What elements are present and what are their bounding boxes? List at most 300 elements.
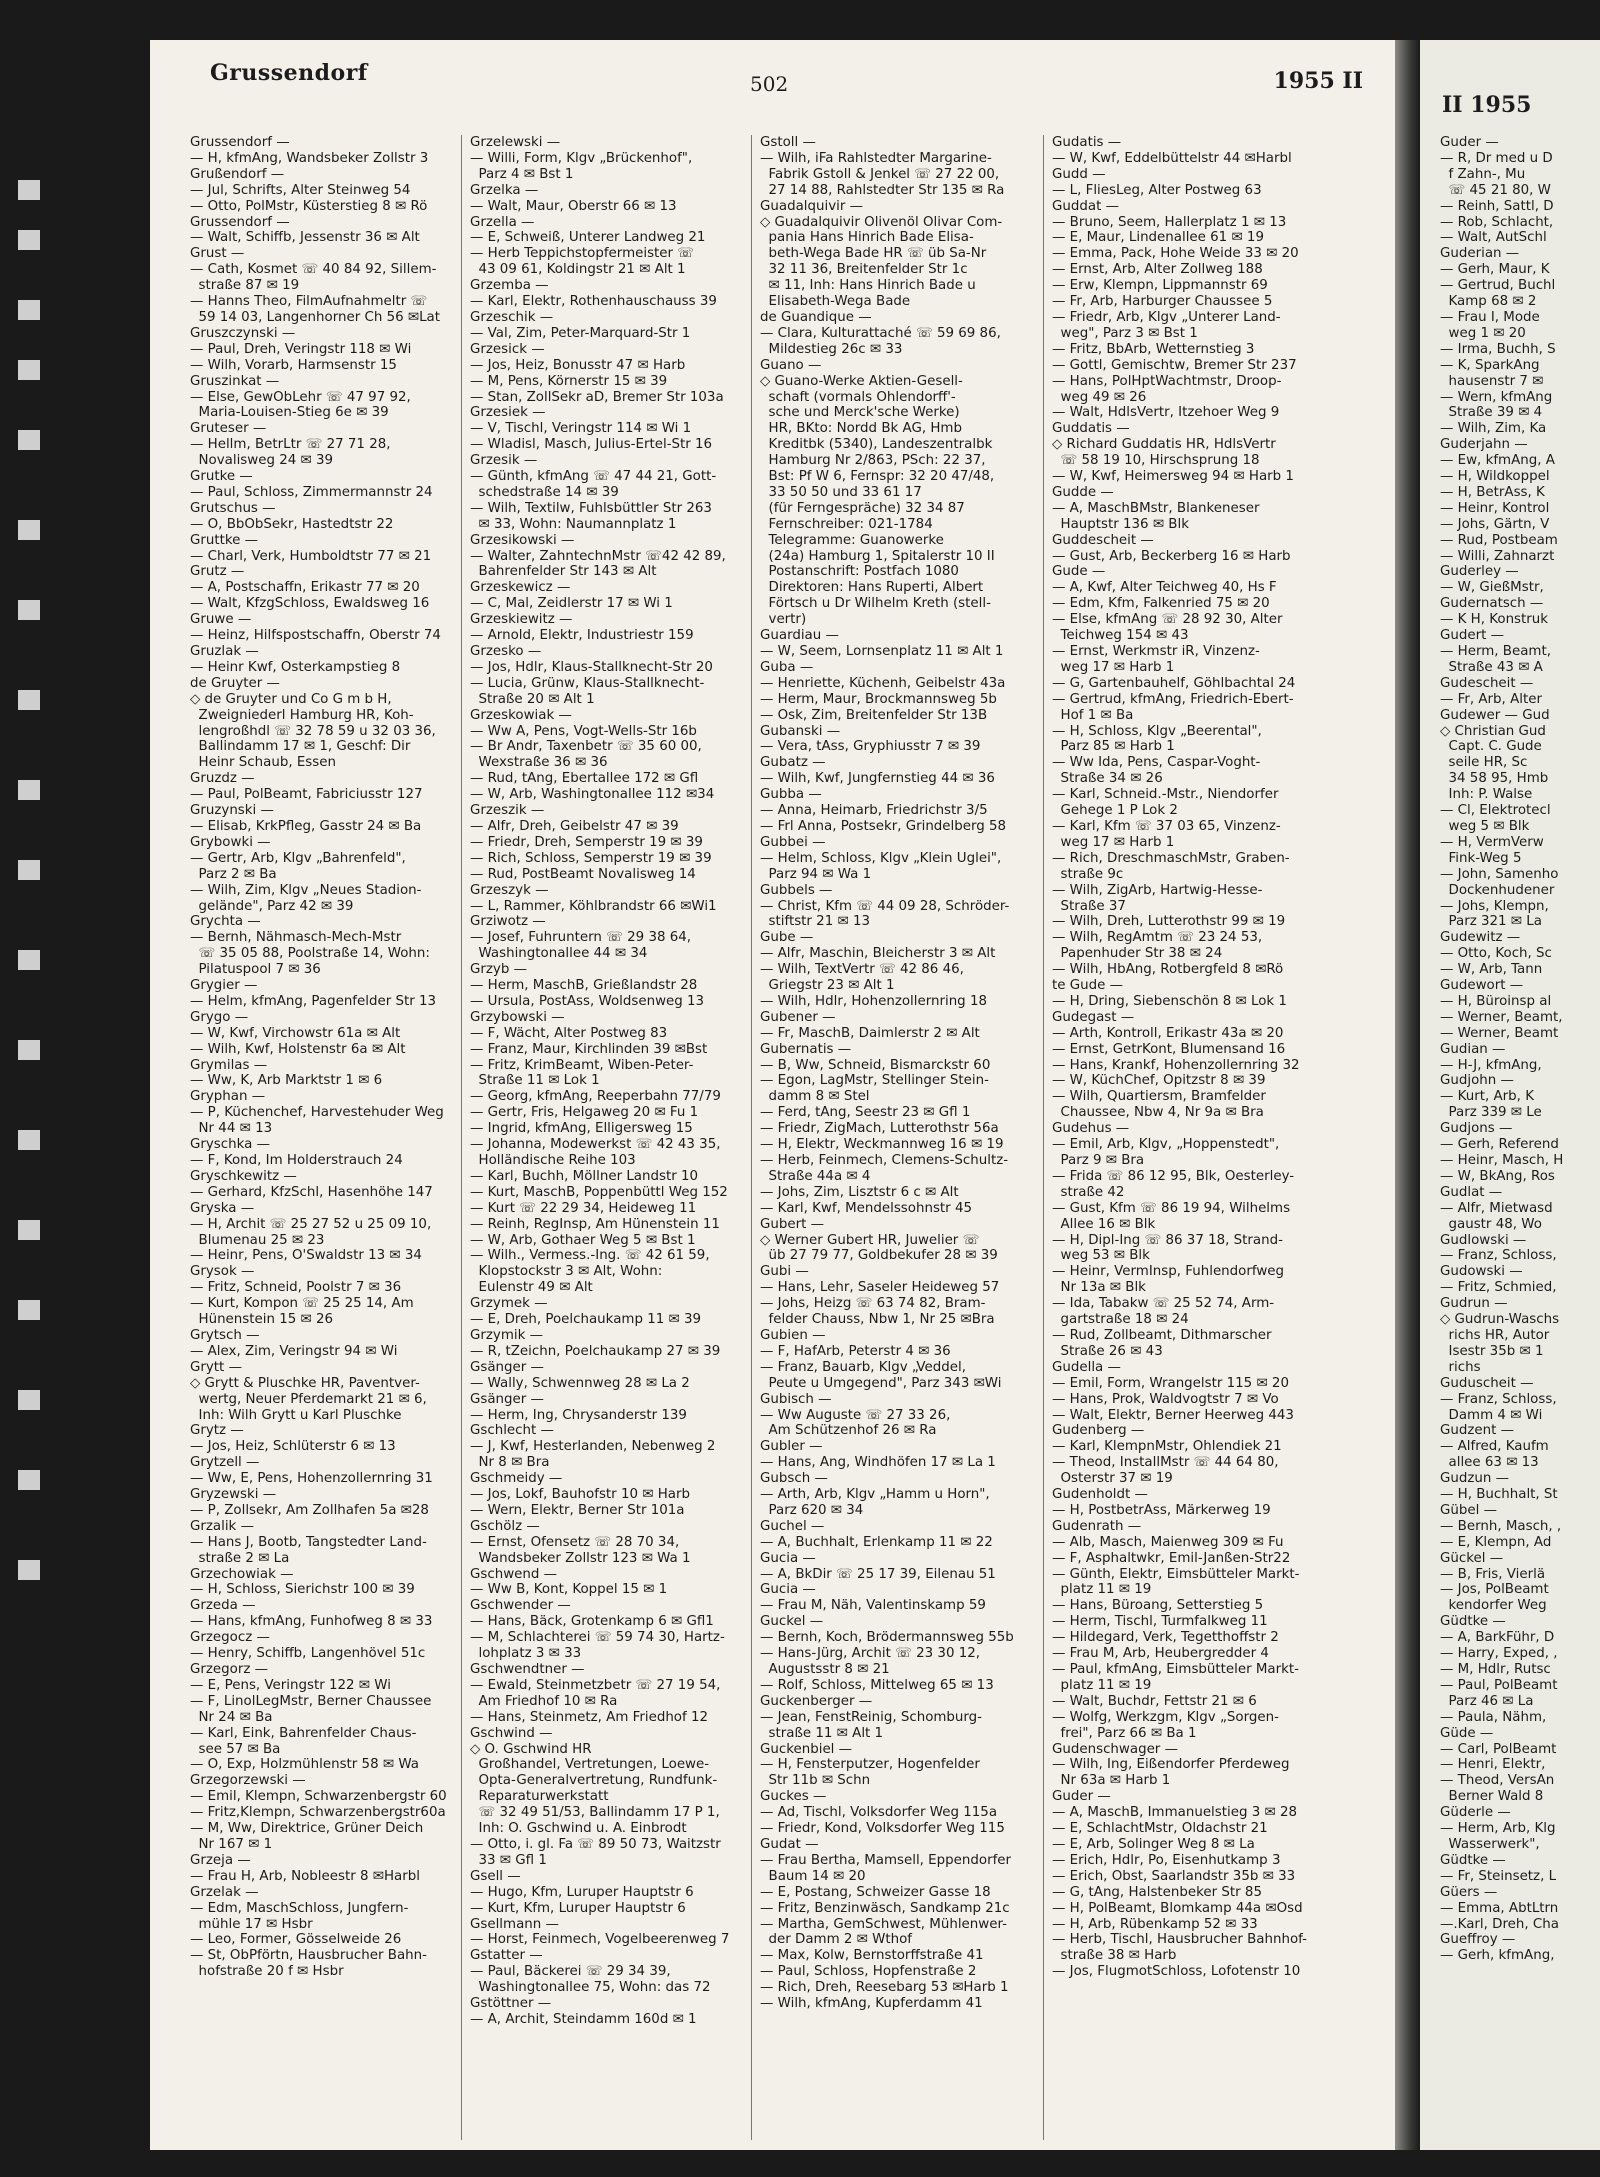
directory-line: Grussendorf — bbox=[190, 135, 290, 150]
directory-line: — H-J, kfmAng, bbox=[1440, 1057, 1542, 1073]
directory-line: Telegramme: Guanowerke bbox=[760, 532, 944, 548]
scan-margin bbox=[0, 0, 150, 2177]
directory-line: —.Karl, Dreh, Cha bbox=[1440, 1916, 1559, 1932]
directory-line: Gubisch — bbox=[760, 1391, 832, 1407]
directory-line: stiftstr 21 ✉ 13 bbox=[760, 914, 870, 930]
directory-line: — Hanns Theo, FilmAufnahmeltr ☏ bbox=[190, 294, 428, 310]
directory-line: — Fr, Steinsetz, L bbox=[1440, 1868, 1557, 1884]
directory-line: Gstatter — bbox=[470, 1948, 543, 1964]
directory-line: — Alfr, Maschin, Bleicherstr 3 ✉ Alt bbox=[760, 946, 996, 962]
directory-line: — Herb, Feinmech, Clemens-Schultz- bbox=[760, 1153, 1009, 1168]
directory-line: — Bernh, Masch, , bbox=[1440, 1518, 1562, 1534]
directory-line: — Friedr, ZigMach, Lutterothstr 56a bbox=[760, 1121, 999, 1137]
directory-line: — Paula, Nähm, bbox=[1440, 1709, 1547, 1725]
directory-line: — Günth, kfmAng ☏ 47 44 21, Gott- bbox=[470, 469, 717, 485]
directory-line: — Osk, Zim, Breitenfelder Str 13B bbox=[760, 707, 988, 723]
directory-line: — Frl Anna, Postsekr, Grindelberg 58 bbox=[760, 818, 1007, 834]
directory-line: Wasserwerk", bbox=[1440, 1836, 1540, 1852]
directory-line: Capt. C. Gude bbox=[1440, 739, 1542, 755]
directory-line: — Fr, Arb, Alter bbox=[1440, 691, 1542, 707]
directory-line: Chaussee, Nbw 4, Nr 9a ✉ Bra bbox=[1052, 1105, 1264, 1121]
directory-line: — Kurt, Kfm, Luruper Hauptstr 6 bbox=[470, 1900, 686, 1916]
directory-line: Parz 4 ✉ Bst 1 bbox=[470, 166, 574, 182]
directory-line: Gübel — bbox=[1440, 1502, 1497, 1518]
directory-line: Grzechowiak — bbox=[190, 1566, 294, 1582]
directory-line: Nr 167 ✉ 1 bbox=[190, 1836, 273, 1852]
directory-line: — Karl, Kfm ☏ 37 03 65, Vinzenz- bbox=[1052, 818, 1281, 834]
directory-line: — W, Kwf, Heimersweg 94 ✉ Harb 1 bbox=[1052, 469, 1294, 485]
directory-line: (für Ferngespräche) 32 34 87 bbox=[760, 500, 965, 516]
directory-line: hausenstr 7 ✉ bbox=[1440, 373, 1544, 389]
directory-line: — Johs, Klempn, bbox=[1440, 898, 1549, 914]
directory-line: — Willi, Zahnarzt bbox=[1440, 548, 1555, 564]
directory-line: Grzalik — bbox=[190, 1518, 254, 1534]
directory-line: weg 17 ✉ Harb 1 bbox=[1052, 659, 1175, 675]
directory-line: — Heinz, Hilfspostschaffn, Oberstr 74 bbox=[190, 628, 441, 644]
directory-line: — Ww Auguste ☏ 27 33 26, bbox=[760, 1407, 951, 1423]
directory-line: — Erich, Obst, Saarlandstr 35b ✉ 33 bbox=[1052, 1868, 1296, 1884]
directory-line: — Ww B, Kont, Koppel 15 ✉ 1 bbox=[470, 1582, 668, 1598]
directory-line: Gsänger — bbox=[470, 1359, 544, 1375]
directory-line: Blumenau 25 ✉ 23 bbox=[190, 1232, 325, 1248]
directory-line: — Arth, Kontroll, Erikastr 43a ✉ 20 bbox=[1052, 1025, 1284, 1041]
directory-line: — Heinr, Pens, O'Swaldstr 13 ✉ 34 bbox=[190, 1248, 422, 1264]
directory-line: — Jos, Lokf, Bauhofstr 10 ✉ Harb bbox=[470, 1487, 690, 1503]
directory-line: Augustsstr 8 ✉ 21 bbox=[760, 1662, 890, 1677]
directory-line: — Herm, Beamt, bbox=[1440, 644, 1551, 659]
directory-line: — Otto, Koch, Sc bbox=[1440, 946, 1552, 962]
directory-line: — Frau Bertha, Mamsell, Eppendorfer bbox=[760, 1852, 1012, 1868]
directory-line: — Rud, tAng, Ebertallee 172 ✉ Gfl bbox=[470, 771, 699, 787]
directory-line: allee 63 ✉ 13 bbox=[1440, 1455, 1539, 1471]
directory-line: — Wilh, Quartiersm, Bramfelder bbox=[1052, 1089, 1266, 1105]
column-3 bbox=[760, 135, 1025, 2140]
directory-line: — Fritz, KrimBeamt, Wiben-Peter- bbox=[470, 1057, 694, 1073]
directory-line: — Ewald, Steinmetzbetr ☏ 27 19 54, bbox=[470, 1677, 721, 1693]
directory-line: straße 38 ✉ Harb bbox=[1052, 1948, 1177, 1964]
directory-line: — Henri, Elektr, bbox=[1440, 1757, 1546, 1773]
directory-line: — Rolf, Schloss, Mittelweg 65 ✉ 13 bbox=[760, 1677, 994, 1693]
directory-line: Gschwendtner — bbox=[470, 1662, 585, 1677]
directory-line: — Gust, Kfm ☏ 86 19 94, Wilhelms bbox=[1052, 1200, 1291, 1216]
directory-line: — Walt, Schiffb, Jessenstr 36 ✉ Alt bbox=[190, 230, 420, 246]
facing-page-column bbox=[1440, 135, 1600, 2135]
directory-line: Mildestieg 26c ✉ 33 bbox=[760, 341, 903, 357]
directory-line: Zweigniederl Hamburg HR, Koh- bbox=[190, 707, 414, 723]
directory-line: Gstöttner — bbox=[470, 1996, 552, 2012]
directory-line: Grzeschik — bbox=[470, 309, 554, 325]
directory-line: — Willi, Form, Klgv „Brückenhof", bbox=[470, 150, 693, 166]
directory-line: platz 11 ✉ 19 bbox=[1052, 1677, 1152, 1693]
directory-line: — Rud, PostBeamt Novalisweg 14 bbox=[470, 866, 696, 882]
directory-line: — Hellm, BetrLtr ☏ 27 71 28, bbox=[190, 437, 391, 453]
column-4 bbox=[1052, 135, 1317, 2140]
directory-line: — Walter, ZahntechnMstr ☏42 42 89, bbox=[470, 548, 726, 564]
directory-line: ✉ 11, Inh: Hans Hinrich Bade u bbox=[760, 278, 976, 294]
directory-line: Güdtke — bbox=[1440, 1614, 1506, 1630]
directory-line: Parz 85 ✉ Harb 1 bbox=[1052, 739, 1175, 755]
directory-line: Gubbei — bbox=[760, 834, 826, 850]
directory-line: 59 14 03, Langenhorner Ch 56 ✉Lat bbox=[190, 309, 440, 325]
directory-line: Gschlecht — bbox=[470, 1423, 554, 1439]
directory-line: Hauptstr 136 ✉ Blk bbox=[1052, 516, 1189, 532]
directory-line: Fernschreiber: 021-1784 bbox=[760, 516, 933, 532]
directory-line: — Ww Ida, Pens, Caspar-Voght- bbox=[1052, 755, 1261, 771]
directory-line: Washingtonallee 75, Wohn: das 72 bbox=[470, 1980, 711, 1996]
directory-line: — H, VermVerw bbox=[1440, 834, 1544, 850]
directory-line: Grzyb — bbox=[470, 962, 527, 978]
directory-line: Nr 13a ✉ Blk bbox=[1052, 1280, 1146, 1296]
directory-line: — G, Gartenbauhelf, Göhlbachtal 24 bbox=[1052, 675, 1296, 691]
directory-line: — Rob, Schlacht, bbox=[1440, 214, 1554, 230]
directory-line: — Gottl, Gemischtw, Bremer Str 237 bbox=[1052, 357, 1297, 373]
directory-line: — Leo, Former, Gösselweide 26 bbox=[190, 1932, 402, 1948]
directory-line: Baum 14 ✉ 20 bbox=[760, 1868, 866, 1884]
directory-line: richs HR, Autor bbox=[1440, 1327, 1550, 1343]
directory-line: — Werner, Beamt, bbox=[1440, 1009, 1563, 1025]
directory-line: Parz 46 ✉ La bbox=[1440, 1693, 1534, 1709]
directory-line: — Johanna, Modewerkst ☏ 42 43 35, bbox=[470, 1137, 721, 1153]
directory-line: — Herb, Tischl, Hausbrucher Bahnhof- bbox=[1052, 1932, 1307, 1948]
directory-line: 33 ✉ Gfl 1 bbox=[470, 1852, 547, 1868]
facing-page bbox=[1420, 40, 1600, 2150]
directory-line: — John, Samenho bbox=[1440, 866, 1559, 882]
directory-line: — Reinh, RegInsp, Am Hünenstein 11 bbox=[470, 1216, 720, 1232]
directory-line: Gehege 1 P Lok 2 bbox=[1052, 803, 1178, 819]
directory-line: Gudat — bbox=[760, 1836, 819, 1852]
directory-line: — H, PostbetrAss, Märkerweg 19 bbox=[1052, 1502, 1271, 1518]
directory-line: Grzymik — bbox=[470, 1327, 544, 1343]
directory-line: — Ernst, Werkmstr iR, Vinzenz- bbox=[1052, 644, 1260, 659]
directory-line: — P, Küchenchef, Harvestehuder Weg bbox=[190, 1105, 444, 1121]
directory-line: Grzegorzewski — bbox=[190, 1773, 306, 1789]
directory-line: frei", Parz 66 ✉ Ba 1 bbox=[1052, 1725, 1197, 1741]
directory-line: Straße 44a ✉ 4 bbox=[760, 1168, 871, 1184]
directory-line: Postanschrift: Postfach 1080 bbox=[760, 564, 959, 580]
directory-line: — Herm, Tischl, Turmfalkweg 11 bbox=[1052, 1614, 1268, 1630]
directory-line: — Ernst, GetrKont, Blumensand 16 bbox=[1052, 1041, 1286, 1057]
directory-line: Kreditbk (5340), Landeszentralbk bbox=[760, 437, 993, 453]
directory-line: Grzemba — bbox=[470, 278, 549, 294]
directory-line: Hünenstein 15 ✉ 26 bbox=[190, 1312, 334, 1328]
directory-line: — Ernst, Arb, Alter Zollweg 188 bbox=[1052, 262, 1263, 278]
directory-line: Elisabeth-Wega Bade bbox=[760, 294, 911, 310]
directory-line: — Hans, Ang, Windhöfen 17 ✉ La 1 bbox=[760, 1455, 996, 1471]
directory-line: felder Chauss, Nbw 1, Nr 25 ✉Bra bbox=[760, 1312, 995, 1328]
directory-line: — Hildegard, Verk, Tegetthoffstr 2 bbox=[1052, 1630, 1279, 1646]
directory-line: — Helm, Schloss, Klgv „Klein Uglei", bbox=[760, 850, 1002, 866]
directory-line: — C, Mal, Zeidlerstr 17 ✉ Wi 1 bbox=[470, 596, 673, 612]
directory-line: — Wladisl, Masch, Julius-Ertel-Str 16 bbox=[470, 437, 713, 453]
directory-line: 32 11 36, Breitenfelder Str 1c bbox=[760, 262, 968, 278]
directory-line: Wandsbeker Zollstr 123 ✉ Wa 1 bbox=[470, 1550, 691, 1566]
directory-line: Gudenholdt — bbox=[1052, 1487, 1148, 1503]
directory-line: — Hans, Steinmetz, Am Friedhof 12 bbox=[470, 1709, 709, 1725]
directory-line: — H, Fensterputzer, Hogenfelder bbox=[760, 1757, 980, 1773]
directory-line: see 57 ✉ Ba bbox=[190, 1741, 281, 1757]
directory-line: Bst: Pf W 6, Fernspr: 32 20 47/48, bbox=[760, 469, 995, 485]
directory-line: Gubsch — bbox=[760, 1471, 828, 1487]
directory-line: Grzelak — bbox=[190, 1884, 259, 1900]
directory-line: — Henriette, Küchenh, Geibelstr 43a bbox=[760, 675, 1006, 691]
directory-line: — Hans, Prok, Waldvogtstr 7 ✉ Vo bbox=[1052, 1391, 1279, 1407]
directory-line: — Walt, Maur, Oberstr 66 ✉ 13 bbox=[470, 198, 677, 214]
directory-line: Grychta — bbox=[190, 914, 261, 930]
directory-line: Gudernatsch — bbox=[1440, 596, 1544, 612]
directory-line: Guckenbiel — bbox=[760, 1741, 853, 1757]
directory-line: — Johs, Zim, Lisztstr 6 c ✉ Alt bbox=[760, 1184, 959, 1200]
directory-line: — Heinr Kwf, Osterkampstieg 8 bbox=[190, 659, 401, 675]
directory-line: — Gerh, Referend bbox=[1440, 1137, 1559, 1153]
directory-line: Opta-Generalvertretung, Rundfunk- bbox=[470, 1773, 718, 1789]
directory-line: — E, Schweiß, Unterer Landweg 21 bbox=[470, 230, 706, 246]
directory-line: — F, Asphaltwkr, Emil-Janßen-Str22 bbox=[1052, 1550, 1291, 1566]
directory-line: Gudjohn — bbox=[1440, 1073, 1514, 1089]
directory-line: weg 53 ✉ Blk bbox=[1052, 1248, 1150, 1264]
directory-line: — Frida ☏ 86 12 95, Blk, Oesterley- bbox=[1052, 1168, 1295, 1184]
directory-line: ☏ 32 49 51/53, Ballindamm 17 P 1, bbox=[470, 1805, 720, 1821]
directory-line: Kamp 68 ✉ 2 bbox=[1440, 294, 1537, 310]
directory-line: — Karl, KlempnMstr, Ohlendiek 21 bbox=[1052, 1439, 1282, 1455]
directory-line: — M, Schlachterei ☏ 59 74 30, Hartz- bbox=[470, 1630, 725, 1646]
directory-line: Grzegocz — bbox=[190, 1630, 270, 1646]
directory-line: lohplatz 3 ✉ 33 bbox=[470, 1646, 582, 1662]
directory-line: ◇ Grytt & Pluschke HR, Paventver- bbox=[190, 1375, 420, 1391]
directory-line: weg 17 ✉ Harb 1 bbox=[1052, 834, 1175, 850]
directory-line: Eulenstr 49 ✉ Alt bbox=[470, 1280, 593, 1296]
directory-line: — Wally, Schwennweg 28 ✉ La 2 bbox=[470, 1375, 690, 1391]
directory-line: — Paul, Schloss, Zimmermannstr 24 bbox=[190, 484, 433, 500]
directory-line: — Johs, Heizg ☏ 63 74 82, Bram- bbox=[760, 1296, 986, 1312]
directory-line: Klopstockstr 3 ✉ Alt, Wohn: bbox=[470, 1264, 663, 1280]
directory-line: — Hans, Krankf, Hohenzollernring 32 bbox=[1052, 1057, 1300, 1073]
directory-page bbox=[150, 40, 1395, 2150]
directory-line: — Herm, Arb, Klg bbox=[1440, 1821, 1556, 1837]
directory-line: — Jos, Hdlr, Klaus-Stallknecht-Str 20 bbox=[470, 659, 713, 675]
directory-line: Parz 620 ✉ 34 bbox=[760, 1502, 864, 1518]
directory-line: — Cath, Kosmet ☏ 40 84 92, Sillem- bbox=[190, 262, 437, 278]
directory-line: Gryphan — bbox=[190, 1089, 266, 1105]
directory-line: — Horst, Feinmech, Vogelbeerenweg 7 bbox=[470, 1932, 730, 1948]
directory-line: Guder — bbox=[1440, 135, 1499, 150]
directory-line: Str 11b ✉ Schn bbox=[760, 1773, 871, 1789]
directory-line: Inh: P. Walse bbox=[1440, 787, 1533, 803]
directory-line: Nr 8 ✉ Bra bbox=[470, 1455, 550, 1471]
directory-line: Grzesko — bbox=[470, 644, 542, 659]
directory-line: — Fritz,Klempn, Schwarzenbergstr60a bbox=[190, 1805, 446, 1821]
directory-line: — W, KüchChef, Opitzstr 8 ✉ 39 bbox=[1052, 1073, 1266, 1089]
directory-line: Grussendorf — bbox=[190, 214, 290, 230]
directory-line: Hof 1 ✉ Ba bbox=[1052, 707, 1134, 723]
directory-line: — Walt, Buchdr, Fettstr 21 ✉ 6 bbox=[1052, 1693, 1257, 1709]
directory-line: Gucia — bbox=[760, 1582, 816, 1598]
directory-line: — Gerhard, KfzSchl, Hasenhöhe 147 bbox=[190, 1184, 433, 1200]
directory-line: Inh: O. Gschwind u. A. Einbrodt bbox=[470, 1821, 687, 1837]
directory-line: — E, Klempn, Ad bbox=[1440, 1534, 1552, 1550]
directory-line: ☏ 45 21 80, W bbox=[1440, 182, 1551, 198]
directory-line: — Werner, Beamt bbox=[1440, 1025, 1559, 1041]
directory-line: Guddescheit — bbox=[1052, 532, 1154, 548]
directory-line: — Franz, Schloss, bbox=[1440, 1248, 1557, 1264]
directory-line: Gubernatis — bbox=[760, 1041, 852, 1057]
directory-line: sche und Merck'sche Werke) bbox=[760, 405, 960, 421]
directory-line: te Gude — bbox=[1052, 978, 1123, 994]
directory-line: Grzymek — bbox=[470, 1296, 548, 1312]
directory-line: — Wilh, Kwf, Holstenstr 6a ✉ Alt bbox=[190, 1041, 406, 1057]
directory-line: Washingtonallee 44 ✉ 34 bbox=[470, 946, 648, 962]
directory-line: Straße 20 ✉ Alt 1 bbox=[470, 691, 595, 707]
directory-line: — Wilh, Vorarb, Harmsenstr 15 bbox=[190, 357, 397, 373]
directory-line: (24a) Hamburg 1, Spitalerstr 10 II bbox=[760, 548, 995, 564]
directory-line: — Ew, kfmAng, A bbox=[1440, 453, 1555, 469]
directory-line: — A, MaschB, Immanuelstieg 3 ✉ 28 bbox=[1052, 1805, 1298, 1821]
directory-line: Parz 9 ✉ Bra bbox=[1052, 1153, 1145, 1168]
directory-line: Reparaturwerkstatt bbox=[470, 1789, 609, 1805]
directory-line: — H, Wildkoppel bbox=[1440, 469, 1550, 485]
directory-line: weg", Parz 3 ✉ Bst 1 bbox=[1052, 325, 1198, 341]
directory-line: — W, Kwf, Virchowstr 61a ✉ Alt bbox=[190, 1025, 401, 1041]
directory-line: Gucia — bbox=[760, 1550, 816, 1566]
book-spine bbox=[1395, 40, 1420, 2150]
directory-line: — Stan, ZollSekr aD, Bremer Str 103a bbox=[470, 389, 724, 405]
directory-line: Grzegorz — bbox=[190, 1662, 269, 1677]
directory-line: — Ww, K, Arb Marktstr 1 ✉ 6 bbox=[190, 1073, 383, 1089]
directory-line: Gsellmann — bbox=[470, 1916, 559, 1932]
directory-line: — W, Arb, Gothaer Weg 5 ✉ Bst 1 bbox=[470, 1232, 696, 1248]
directory-line: Gubi — bbox=[760, 1264, 809, 1280]
directory-line: — W, Arb, Tann bbox=[1440, 962, 1543, 978]
directory-line: Großhandel, Vertretungen, Loewe- bbox=[470, 1757, 710, 1773]
directory-line: Grutke — bbox=[190, 469, 253, 485]
directory-line: — Paul, PolBeamt, Fabriciusstr 127 bbox=[190, 787, 423, 803]
directory-line: — Wilh, ZigArb, Hartwig-Hesse- bbox=[1052, 882, 1263, 898]
directory-line: — Erich, Hdlr, Po, Eisenhutkamp 3 bbox=[1052, 1852, 1281, 1868]
directory-line: Grzella — bbox=[470, 214, 535, 230]
directory-line: — H, Archit ☏ 25 27 52 u 25 09 10, bbox=[190, 1216, 432, 1232]
directory-line: — Fr, MaschB, Daimlerstr 2 ✉ Alt bbox=[760, 1025, 980, 1041]
directory-line: ☏ 58 19 10, Hirschsprung 18 bbox=[1052, 453, 1260, 469]
directory-line: — Herm, Maur, Brockmannsweg 5b bbox=[760, 691, 997, 707]
directory-line: — Walt, KfzgSchloss, Ewaldsweg 16 bbox=[190, 596, 430, 612]
running-head: Grussendorf bbox=[210, 60, 368, 86]
directory-line: Grzeskowiak — bbox=[470, 707, 572, 723]
directory-line: — Karl, Schneid.-Mstr., Niendorfer bbox=[1052, 787, 1279, 803]
directory-line: schedstraße 14 ✉ 39 bbox=[470, 484, 619, 500]
directory-line: Straße 34 ✉ 26 bbox=[1052, 771, 1163, 787]
directory-line: Gudd — bbox=[1052, 166, 1106, 182]
directory-line: — Wern, Elektr, Berner Str 101a bbox=[470, 1502, 685, 1518]
directory-line: Am Schützenhof 26 ✉ Ra bbox=[760, 1423, 937, 1439]
directory-line: straße 42 bbox=[1052, 1184, 1125, 1200]
directory-line: 33 50 50 und 33 61 17 bbox=[760, 484, 922, 500]
directory-line: — W, GießMstr, bbox=[1440, 580, 1544, 596]
directory-line: — Emma, AbtLtrn bbox=[1440, 1900, 1559, 1916]
directory-line: — M, Ww, Direktrice, Grüner Deich bbox=[190, 1821, 424, 1837]
directory-line: — Jul, Schrifts, Alter Steinweg 54 bbox=[190, 182, 411, 198]
directory-line: — Friedr, Kond, Volksdorfer Weg 115 bbox=[760, 1821, 1005, 1837]
directory-line: Grzeja — bbox=[190, 1852, 251, 1868]
directory-line: — Franz, Bauarb, Klgv „Veddel, bbox=[760, 1359, 966, 1375]
directory-line: — H, Dring, Siebenschön 8 ✉ Lok 1 bbox=[1052, 993, 1287, 1009]
directory-line: — H, Schloss, Klgv „Beerental", bbox=[1052, 723, 1262, 739]
directory-line: Grzeskiewitz — bbox=[470, 612, 573, 628]
directory-line: — E, Maur, Lindenallee 61 ✉ 19 bbox=[1052, 230, 1264, 246]
directory-line: Berner Wald 8 bbox=[1440, 1789, 1544, 1805]
directory-line: — Wern, kfmAng bbox=[1440, 389, 1553, 405]
directory-line: Guderley — bbox=[1440, 564, 1519, 580]
directory-line: Osterstr 37 ✉ 19 bbox=[1052, 1471, 1173, 1487]
directory-line: Guba — bbox=[760, 659, 814, 675]
directory-line: — Carl, PolBeamt bbox=[1440, 1741, 1557, 1757]
directory-line: platz 11 ✉ 19 bbox=[1052, 1582, 1152, 1598]
directory-line: Gruteser — bbox=[190, 421, 267, 437]
directory-line: — E, Pens, Veringstr 122 ✉ Wi bbox=[190, 1677, 391, 1693]
directory-line: — Herm, Ing, Chrysanderstr 139 bbox=[470, 1407, 687, 1423]
directory-line: — Hans-Jürg, Archit ☏ 23 30 12, bbox=[760, 1646, 981, 1662]
directory-line: straße 11 ✉ Alt 1 bbox=[760, 1725, 884, 1741]
directory-line: kendorfer Weg bbox=[1440, 1598, 1547, 1614]
page-header bbox=[150, 48, 1395, 108]
directory-line: Griegstr 23 ✉ Alt 1 bbox=[760, 978, 895, 994]
directory-line: — Irma, Buchh, S bbox=[1440, 341, 1556, 357]
directory-line: Bahrenfelder Str 143 ✉ Alt bbox=[470, 564, 657, 580]
directory-line: Güde — bbox=[1440, 1725, 1494, 1741]
directory-line: — Walt, HdlsVertr, Itzehoer Weg 9 bbox=[1052, 405, 1280, 421]
directory-line: Fink-Weg 5 bbox=[1440, 850, 1522, 866]
directory-line: — Karl, Elektr, Rothenhauschauss 39 bbox=[470, 294, 717, 310]
directory-line: — Alfred, Kaufm bbox=[1440, 1439, 1549, 1455]
directory-line: — Clara, Kulturattaché ☏ 59 69 86, bbox=[760, 325, 1001, 341]
directory-line: — Franz, Maur, Kirchlinden 39 ✉Bst bbox=[470, 1041, 708, 1057]
directory-line: — A, Postschaffn, Erikastr 77 ✉ 20 bbox=[190, 580, 420, 596]
directory-line: — Bruno, Seem, Hallerplatz 1 ✉ 13 bbox=[1052, 214, 1287, 230]
directory-line: — Lucia, Grünw, Klaus-Stallknecht- bbox=[470, 675, 705, 691]
directory-line: weg 49 ✉ 26 bbox=[1052, 389, 1147, 405]
directory-line: 43 09 61, Koldingstr 21 ✉ Alt 1 bbox=[470, 262, 686, 278]
directory-line: Guduscheit — bbox=[1440, 1375, 1534, 1391]
directory-line: f Zahn-, Mu bbox=[1440, 166, 1526, 182]
directory-line: — Max, Kolw, Bernstorffstraße 41 bbox=[760, 1948, 984, 1964]
directory-line: Gudlat — bbox=[1440, 1184, 1503, 1200]
directory-line: — Helm, kfmAng, Pagenfelder Str 13 bbox=[190, 993, 437, 1009]
directory-line: — Kurt ☏ 22 29 34, Heideweg 11 bbox=[470, 1200, 697, 1216]
directory-line: Teichweg 154 ✉ 43 bbox=[1052, 628, 1189, 644]
directory-line: — Gust, Arb, Beckerberg 16 ✉ Harb bbox=[1052, 548, 1291, 564]
directory-line: — Gertrud, kfmAng, Friedrich-Ebert- bbox=[1052, 691, 1294, 707]
directory-line: — Paul, Schloss, Hopfenstraße 2 bbox=[760, 1964, 977, 1980]
directory-line: — Hans, Lehr, Saseler Heideweg 57 bbox=[760, 1280, 1000, 1296]
directory-line: Grzesick — bbox=[470, 341, 545, 357]
directory-line: ◇ Werner Gubert HR, Juwelier ☏ bbox=[760, 1232, 980, 1248]
directory-line: Guckel — bbox=[760, 1614, 824, 1630]
directory-line: — Bernh, Nähmasch-Mech-Mstr bbox=[190, 930, 402, 946]
directory-line: — Wilh, Zim, Klgv „Neues Stadion- bbox=[190, 882, 422, 898]
directory-line: Gubener — bbox=[760, 1009, 836, 1025]
directory-line: — M, Pens, Körnerstr 15 ✉ 39 bbox=[470, 373, 668, 389]
directory-line: — B, Fris, Vierlä bbox=[1440, 1566, 1546, 1582]
directory-line: — Gertrud, Buchl bbox=[1440, 278, 1556, 294]
directory-line: — Jos, PolBeamt bbox=[1440, 1582, 1549, 1598]
directory-line: — H, Elektr, Weckmannweg 16 ✉ 19 bbox=[760, 1137, 1004, 1153]
directory-line: — O, Exp, Holzmühlenstr 58 ✉ Wa bbox=[190, 1757, 419, 1773]
directory-line: — Paul, Bäckerei ☏ 29 34 39, bbox=[470, 1964, 671, 1980]
directory-line: — Val, Zim, Peter-Marquard-Str 1 bbox=[470, 325, 691, 341]
directory-line: Gudlowski — bbox=[1440, 1232, 1527, 1248]
directory-line: weg 5 ✉ Blk bbox=[1440, 818, 1530, 834]
directory-line: Grziwotz — bbox=[470, 914, 546, 930]
directory-line: — Friedr, Arb, Klgv „Unterer Land- bbox=[1052, 309, 1281, 325]
directory-line: — Wilh, Zim, Ka bbox=[1440, 421, 1547, 437]
